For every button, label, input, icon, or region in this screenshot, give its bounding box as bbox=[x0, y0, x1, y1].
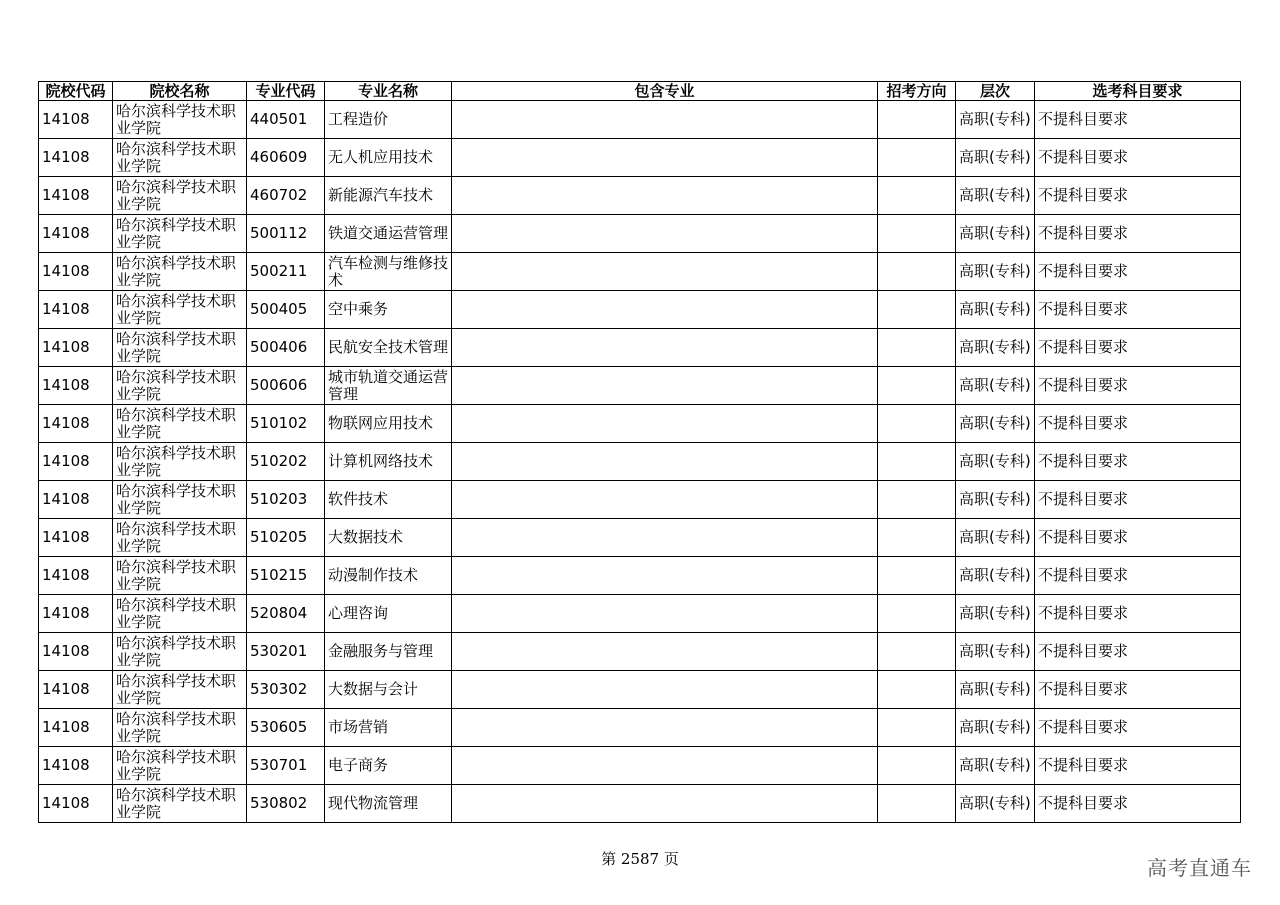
cell-school-code: 14108 bbox=[39, 101, 113, 139]
cell-school-code: 14108 bbox=[39, 519, 113, 557]
cell-school-code: 14108 bbox=[39, 405, 113, 443]
table-row bbox=[39, 709, 1241, 747]
cell-direction bbox=[878, 367, 956, 405]
cell-school-name: 哈尔滨科学技术职业学院 bbox=[113, 747, 247, 785]
table-row bbox=[39, 405, 1241, 443]
table-row bbox=[39, 519, 1241, 557]
cell-major-code: 530302 bbox=[247, 671, 325, 709]
cell-major-name: 空中乘务 bbox=[325, 291, 452, 329]
cell-direction bbox=[878, 481, 956, 519]
cell-included-majors bbox=[452, 177, 878, 215]
cell-school-name: 哈尔滨科学技术职业学院 bbox=[113, 481, 247, 519]
cell-direction bbox=[878, 215, 956, 253]
cell-school-name: 哈尔滨科学技术职业学院 bbox=[113, 253, 247, 291]
cell-school-name: 哈尔滨科学技术职业学院 bbox=[113, 519, 247, 557]
cell-included-majors bbox=[452, 785, 878, 823]
cell-included-majors bbox=[452, 633, 878, 671]
cell-major-name: 金融服务与管理 bbox=[325, 633, 452, 671]
cell-direction bbox=[878, 709, 956, 747]
cell-school-name: 哈尔滨科学技术职业学院 bbox=[113, 291, 247, 329]
cell-direction bbox=[878, 253, 956, 291]
cell-major-code: 500112 bbox=[247, 215, 325, 253]
cell-subject-requirement: 不提科目要求 bbox=[1035, 139, 1241, 177]
cell-subject-requirement: 不提科目要求 bbox=[1035, 101, 1241, 139]
cell-included-majors bbox=[452, 101, 878, 139]
table-row bbox=[39, 101, 1241, 139]
cell-level: 高职(专科) bbox=[956, 481, 1035, 519]
cell-major-code: 510215 bbox=[247, 557, 325, 595]
admission-table bbox=[38, 81, 1241, 823]
cell-major-code: 520804 bbox=[247, 595, 325, 633]
cell-subject-requirement: 不提科目要求 bbox=[1035, 519, 1241, 557]
header-major-name: 专业名称 bbox=[325, 82, 452, 101]
cell-included-majors bbox=[452, 291, 878, 329]
cell-level: 高职(专科) bbox=[956, 329, 1035, 367]
cell-school-code: 14108 bbox=[39, 139, 113, 177]
header-level: 层次 bbox=[956, 82, 1035, 101]
header-major-code: 专业代码 bbox=[247, 82, 325, 101]
cell-school-name: 哈尔滨科学技术职业学院 bbox=[113, 633, 247, 671]
header-row bbox=[39, 82, 1241, 101]
cell-subject-requirement: 不提科目要求 bbox=[1035, 405, 1241, 443]
cell-direction bbox=[878, 443, 956, 481]
cell-level: 高职(专科) bbox=[956, 443, 1035, 481]
cell-major-name: 城市轨道交通运营管理 bbox=[325, 367, 452, 405]
cell-school-code: 14108 bbox=[39, 291, 113, 329]
cell-school-name: 哈尔滨科学技术职业学院 bbox=[113, 709, 247, 747]
cell-major-code: 500405 bbox=[247, 291, 325, 329]
table-row bbox=[39, 785, 1241, 823]
cell-included-majors bbox=[452, 253, 878, 291]
cell-direction bbox=[878, 785, 956, 823]
cell-major-code: 510205 bbox=[247, 519, 325, 557]
cell-direction bbox=[878, 595, 956, 633]
cell-major-code: 460609 bbox=[247, 139, 325, 177]
cell-level: 高职(专科) bbox=[956, 139, 1035, 177]
cell-direction bbox=[878, 139, 956, 177]
cell-direction bbox=[878, 557, 956, 595]
cell-school-code: 14108 bbox=[39, 367, 113, 405]
cell-subject-requirement: 不提科目要求 bbox=[1035, 215, 1241, 253]
cell-school-code: 14108 bbox=[39, 671, 113, 709]
cell-subject-requirement: 不提科目要求 bbox=[1035, 557, 1241, 595]
cell-included-majors bbox=[452, 139, 878, 177]
cell-school-name: 哈尔滨科学技术职业学院 bbox=[113, 139, 247, 177]
cell-included-majors bbox=[452, 671, 878, 709]
cell-level: 高职(专科) bbox=[956, 367, 1035, 405]
cell-included-majors bbox=[452, 405, 878, 443]
cell-included-majors bbox=[452, 595, 878, 633]
cell-school-code: 14108 bbox=[39, 557, 113, 595]
table-row bbox=[39, 215, 1241, 253]
cell-included-majors bbox=[452, 557, 878, 595]
cell-school-code: 14108 bbox=[39, 595, 113, 633]
cell-major-name: 软件技术 bbox=[325, 481, 452, 519]
cell-major-code: 500406 bbox=[247, 329, 325, 367]
cell-school-code: 14108 bbox=[39, 481, 113, 519]
cell-subject-requirement: 不提科目要求 bbox=[1035, 633, 1241, 671]
cell-subject-requirement: 不提科目要求 bbox=[1035, 329, 1241, 367]
cell-school-code: 14108 bbox=[39, 177, 113, 215]
cell-major-name: 现代物流管理 bbox=[325, 785, 452, 823]
cell-level: 高职(专科) bbox=[956, 709, 1035, 747]
cell-level: 高职(专科) bbox=[956, 101, 1035, 139]
cell-major-code: 460702 bbox=[247, 177, 325, 215]
cell-included-majors bbox=[452, 709, 878, 747]
cell-school-code: 14108 bbox=[39, 329, 113, 367]
table-body bbox=[39, 101, 1241, 823]
cell-major-name: 大数据与会计 bbox=[325, 671, 452, 709]
cell-school-code: 14108 bbox=[39, 443, 113, 481]
cell-major-name: 铁道交通运营管理 bbox=[325, 215, 452, 253]
cell-level: 高职(专科) bbox=[956, 405, 1035, 443]
cell-included-majors bbox=[452, 215, 878, 253]
cell-included-majors bbox=[452, 329, 878, 367]
cell-major-code: 510203 bbox=[247, 481, 325, 519]
cell-level: 高职(专科) bbox=[956, 747, 1035, 785]
cell-level: 高职(专科) bbox=[956, 671, 1035, 709]
cell-major-name: 电子商务 bbox=[325, 747, 452, 785]
cell-school-code: 14108 bbox=[39, 785, 113, 823]
cell-subject-requirement: 不提科目要求 bbox=[1035, 253, 1241, 291]
header-included-majors: 包含专业 bbox=[452, 82, 878, 101]
cell-level: 高职(专科) bbox=[956, 785, 1035, 823]
table-row bbox=[39, 595, 1241, 633]
cell-included-majors bbox=[452, 519, 878, 557]
cell-subject-requirement: 不提科目要求 bbox=[1035, 177, 1241, 215]
cell-major-name: 市场营销 bbox=[325, 709, 452, 747]
cell-major-code: 440501 bbox=[247, 101, 325, 139]
cell-level: 高职(专科) bbox=[956, 557, 1035, 595]
cell-included-majors bbox=[452, 481, 878, 519]
cell-major-name: 心理咨询 bbox=[325, 595, 452, 633]
table-row bbox=[39, 291, 1241, 329]
cell-school-name: 哈尔滨科学技术职业学院 bbox=[113, 405, 247, 443]
table-row bbox=[39, 177, 1241, 215]
cell-subject-requirement: 不提科目要求 bbox=[1035, 443, 1241, 481]
cell-school-code: 14108 bbox=[39, 709, 113, 747]
table-row bbox=[39, 671, 1241, 709]
table-row bbox=[39, 481, 1241, 519]
cell-major-name: 无人机应用技术 bbox=[325, 139, 452, 177]
header-school-name: 院校名称 bbox=[113, 82, 247, 101]
cell-school-name: 哈尔滨科学技术职业学院 bbox=[113, 671, 247, 709]
cell-level: 高职(专科) bbox=[956, 253, 1035, 291]
cell-level: 高职(专科) bbox=[956, 291, 1035, 329]
cell-level: 高职(专科) bbox=[956, 519, 1035, 557]
cell-subject-requirement: 不提科目要求 bbox=[1035, 291, 1241, 329]
cell-major-code: 530701 bbox=[247, 747, 325, 785]
cell-direction bbox=[878, 519, 956, 557]
cell-direction bbox=[878, 177, 956, 215]
cell-school-code: 14108 bbox=[39, 633, 113, 671]
cell-level: 高职(专科) bbox=[956, 215, 1035, 253]
table-row bbox=[39, 139, 1241, 177]
cell-school-name: 哈尔滨科学技术职业学院 bbox=[113, 595, 247, 633]
cell-level: 高职(专科) bbox=[956, 595, 1035, 633]
cell-major-name: 新能源汽车技术 bbox=[325, 177, 452, 215]
cell-subject-requirement: 不提科目要求 bbox=[1035, 671, 1241, 709]
cell-major-code: 530201 bbox=[247, 633, 325, 671]
cell-direction bbox=[878, 633, 956, 671]
cell-included-majors bbox=[452, 443, 878, 481]
cell-school-code: 14108 bbox=[39, 253, 113, 291]
cell-level: 高职(专科) bbox=[956, 633, 1035, 671]
cell-school-name: 哈尔滨科学技术职业学院 bbox=[113, 101, 247, 139]
cell-school-name: 哈尔滨科学技术职业学院 bbox=[113, 557, 247, 595]
cell-subject-requirement: 不提科目要求 bbox=[1035, 709, 1241, 747]
cell-included-majors bbox=[452, 367, 878, 405]
header-subject-requirement: 选考科目要求 bbox=[1035, 82, 1241, 101]
cell-school-name: 哈尔滨科学技术职业学院 bbox=[113, 329, 247, 367]
cell-subject-requirement: 不提科目要求 bbox=[1035, 595, 1241, 633]
cell-subject-requirement: 不提科目要求 bbox=[1035, 367, 1241, 405]
cell-school-code: 14108 bbox=[39, 747, 113, 785]
cell-major-code: 530802 bbox=[247, 785, 325, 823]
table-row bbox=[39, 557, 1241, 595]
table-row bbox=[39, 367, 1241, 405]
table-row bbox=[39, 329, 1241, 367]
cell-major-code: 510202 bbox=[247, 443, 325, 481]
header-school-code: 院校代码 bbox=[39, 82, 113, 101]
cell-direction bbox=[878, 405, 956, 443]
cell-subject-requirement: 不提科目要求 bbox=[1035, 481, 1241, 519]
cell-direction bbox=[878, 747, 956, 785]
table-row bbox=[39, 633, 1241, 671]
cell-school-name: 哈尔滨科学技术职业学院 bbox=[113, 785, 247, 823]
table-row bbox=[39, 747, 1241, 785]
cell-major-name: 物联网应用技术 bbox=[325, 405, 452, 443]
cell-direction bbox=[878, 671, 956, 709]
cell-major-code: 510102 bbox=[247, 405, 325, 443]
cell-major-name: 民航安全技术管理 bbox=[325, 329, 452, 367]
cell-school-name: 哈尔滨科学技术职业学院 bbox=[113, 443, 247, 481]
watermark: 高考直通车 bbox=[1147, 856, 1252, 880]
cell-major-code: 500211 bbox=[247, 253, 325, 291]
cell-major-name: 计算机网络技术 bbox=[325, 443, 452, 481]
cell-subject-requirement: 不提科目要求 bbox=[1035, 747, 1241, 785]
cell-school-code: 14108 bbox=[39, 215, 113, 253]
cell-school-name: 哈尔滨科学技术职业学院 bbox=[113, 367, 247, 405]
cell-subject-requirement: 不提科目要求 bbox=[1035, 785, 1241, 823]
cell-major-name: 大数据技术 bbox=[325, 519, 452, 557]
cell-included-majors bbox=[452, 747, 878, 785]
cell-direction bbox=[878, 101, 956, 139]
cell-school-name: 哈尔滨科学技术职业学院 bbox=[113, 215, 247, 253]
cell-direction bbox=[878, 291, 956, 329]
cell-major-code: 530605 bbox=[247, 709, 325, 747]
cell-major-name: 工程造价 bbox=[325, 101, 452, 139]
cell-major-name: 动漫制作技术 bbox=[325, 557, 452, 595]
cell-school-name: 哈尔滨科学技术职业学院 bbox=[113, 177, 247, 215]
table-row bbox=[39, 253, 1241, 291]
header-direction: 招考方向 bbox=[878, 82, 956, 101]
cell-major-code: 500606 bbox=[247, 367, 325, 405]
table-row bbox=[39, 443, 1241, 481]
cell-level: 高职(专科) bbox=[956, 177, 1035, 215]
cell-direction bbox=[878, 329, 956, 367]
cell-major-name: 汽车检测与维修技术 bbox=[325, 253, 452, 291]
page-number: 第 2587 页 bbox=[601, 850, 679, 868]
